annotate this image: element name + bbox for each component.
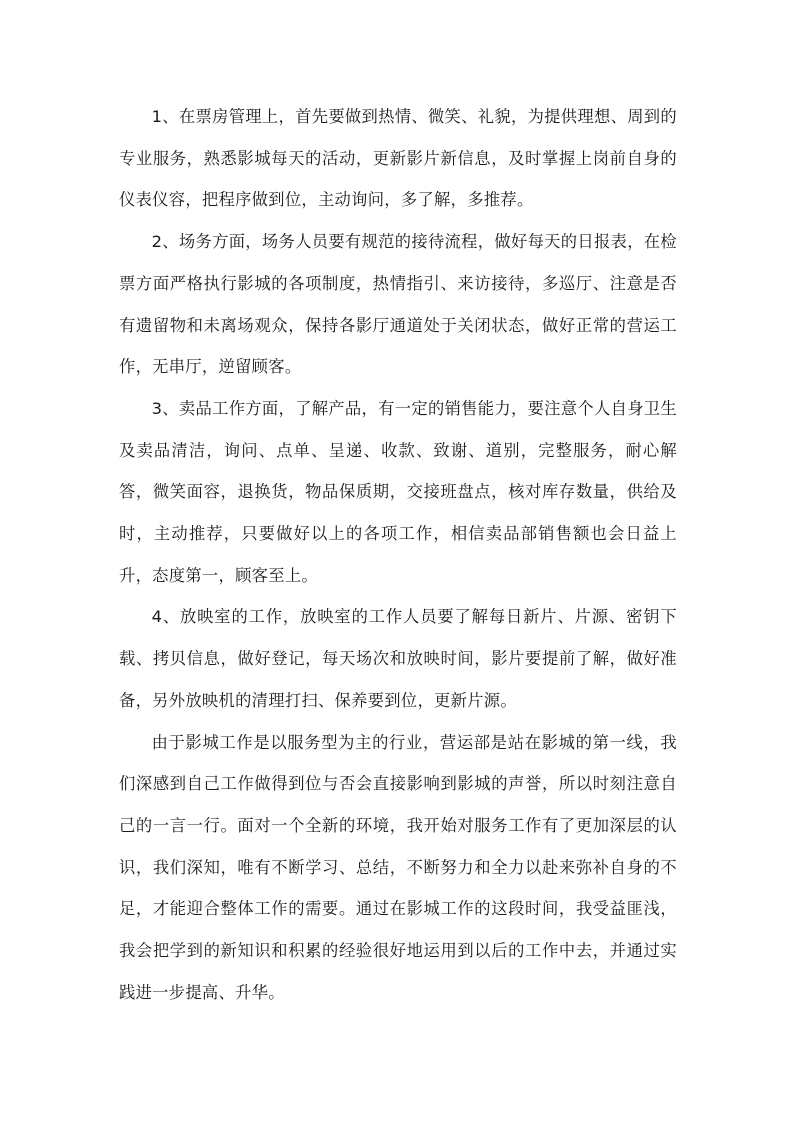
paragraph-ticket-office: 1、在票房管理上，首先要做到热情、微笑、礼貌，为提供理想、周到的专业服务，熟悉影城每天的活动，更新影片新信息，及时掌握上岗前自身的仪表仪容，把程序做到位，主动询问，多了解，多推荐。: [119, 107, 677, 210]
document-body: [119, 96, 677, 1013]
paragraph-venue-affairs: 2、场务方面，场务人员要有规范的接待流程，做好每天的日报表，在检票方面严格执行影城的各项制度，热情指引、来访接待，多巡厅、注意是否有遗留物和未离场观众，保持各影厅通道处于关闭状态，做好正常的营运工作，无串厅，逆留顾客。: [119, 232, 677, 377]
paragraph-concessions: 3、卖品工作方面，了解产品，有一定的销售能力，要注意个人自身卫生及卖品清洁，询问、点单、呈递、收款、致谢、道别，完整服务，耐心解答，微笑面容，退换货，物品保质期，交接班盘点，核对库存数量，供给及时，主动推荐，只要做好以上的各项工作，相信卖品部销售额也会日益上升，态度第一，顾客至上。: [119, 398, 677, 585]
paragraph-summary: 由于影城工作是以服务型为主的行业，营运部是站在影城的第一线，我们深感到自己工作做得到位与否会直接影响到影城的声誉，所以时刻注意自己的一言一行。面对一个全新的环境，我开始对服务工作有了更加深层的认识，我们深知，唯有不断学习、总结，不断努力和全力以赴来弥补自身的不足，才能迎合整体工作的需要。通过在影城工作的这段时间，我受益匪浅，我会把学到的新知识和积累的经验很好地运用到以后的工作中去，并通过实践进一步提高、升华。: [119, 732, 677, 1002]
paragraph-projection-room: 4、放映室的工作，放映室的工作人员要了解每日新片、片源、密钥下载、拷贝信息，做好登记，每天场次和放映时间，影片要提前了解，做好准备，另外放映机的清理打扫、保养要到位，更新片源。: [119, 607, 677, 710]
